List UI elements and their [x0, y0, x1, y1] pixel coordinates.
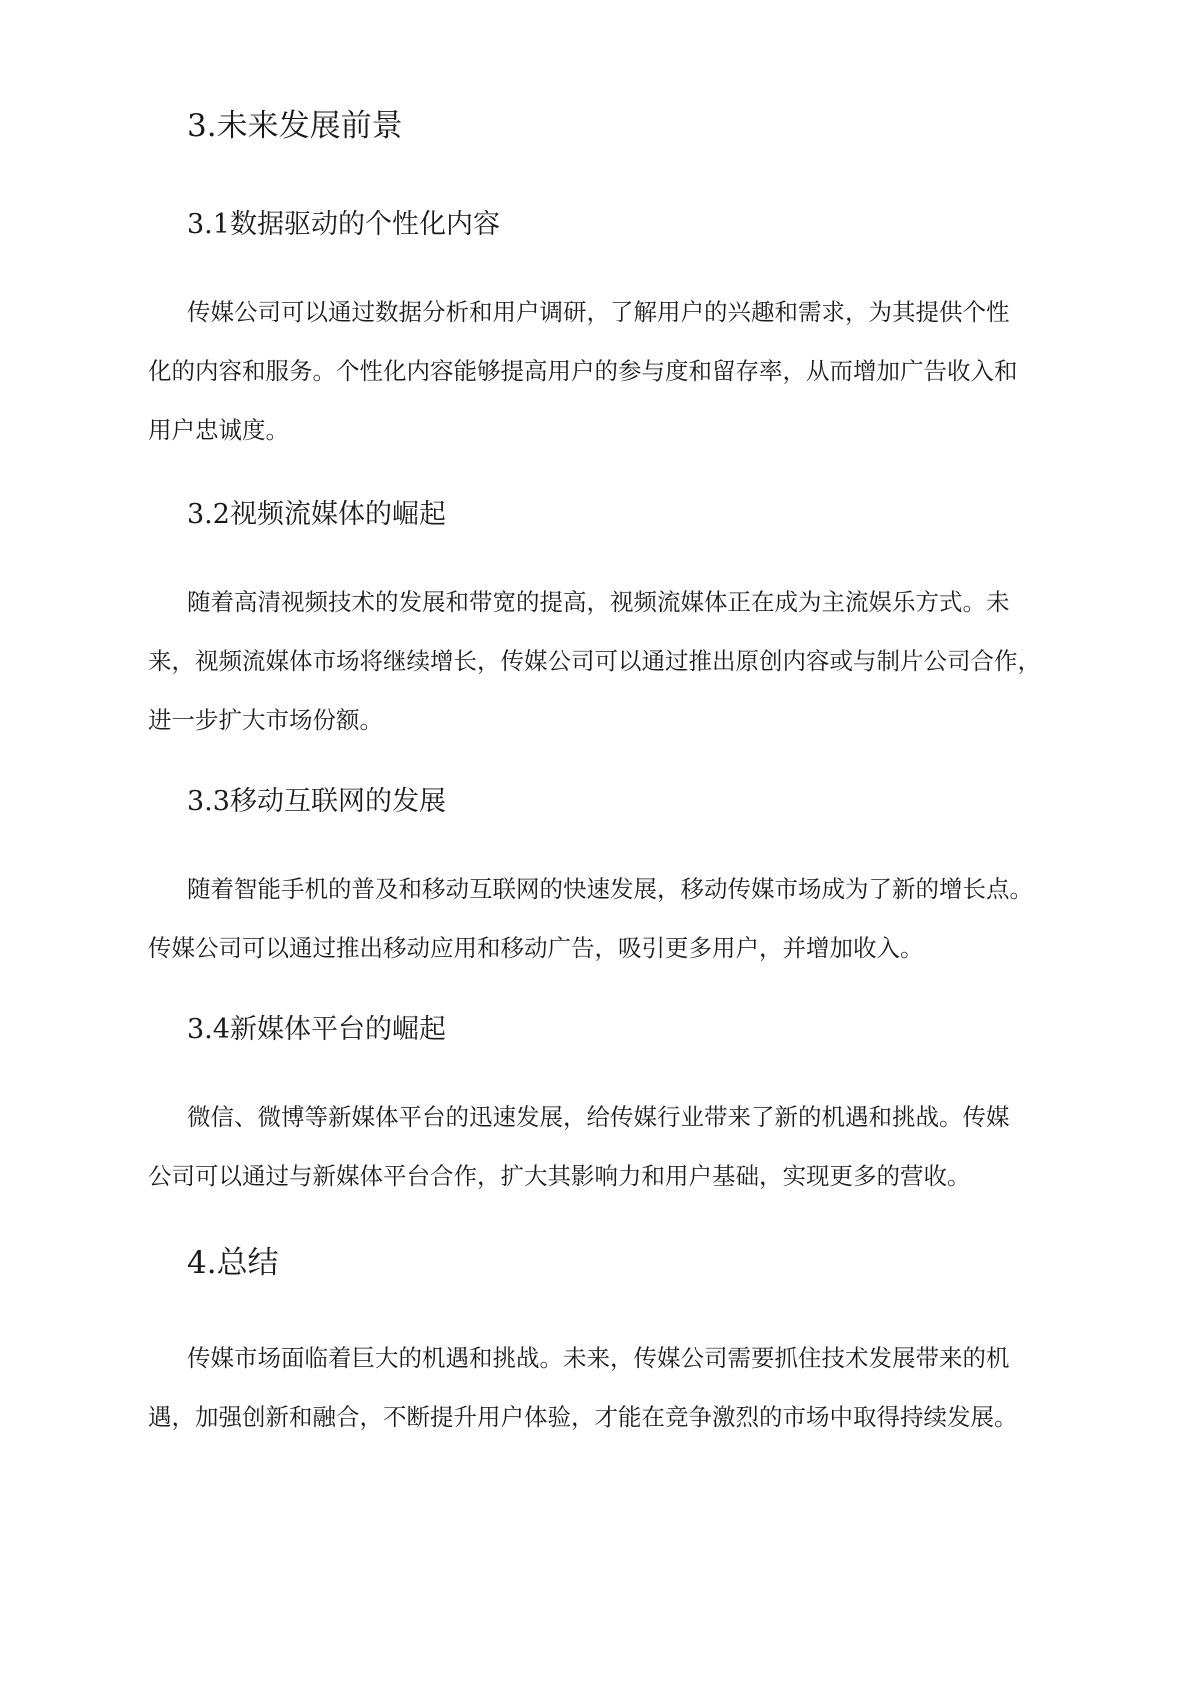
- subsection-heading-mobile-internet: 3.3移动互联网的发展: [187, 786, 446, 817]
- paragraph-personalized-content: [148, 283, 1048, 460]
- paragraph-new-media: [148, 1088, 1048, 1206]
- paragraph-summary: [148, 1329, 1048, 1447]
- paragraph-line: 随着智能手机的普及和移动互联网的快速发展，移动传媒市场成为了新的增长点。: [187, 875, 1033, 903]
- section-heading-future-outlook: 3.未来发展前景: [187, 108, 403, 144]
- paragraph-line: 传媒公司可以通过推出移动应用和移动广告，吸引更多用户，并增加收入。: [148, 934, 924, 962]
- paragraph-line: 公司可以通过与新媒体平台合作，扩大其影响力和用户基础，实现更多的营收。: [148, 1162, 971, 1190]
- section-heading-summary: 4.总结: [187, 1245, 279, 1281]
- subsection-heading-new-media: 3.4新媒体平台的崛起: [187, 1014, 446, 1045]
- paragraph-line: 传媒市场面临着巨大的机遇和挑战。未来，传媒公司需要抓住技术发展带来的机: [187, 1344, 1010, 1372]
- subsection-heading-personalized-content: 3.1数据驱动的个性化内容: [187, 209, 500, 240]
- paragraph-line: 微信、微博等新媒体平台的迅速发展，给传媒行业带来了新的机遇和挑战。传媒: [187, 1103, 1010, 1131]
- subsection-heading-video-streaming: 3.2视频流媒体的崛起: [187, 499, 446, 530]
- paragraph-line: 化的内容和服务。个性化内容能够提高用户的参与度和留存率，从而增加广告收入和: [148, 357, 1018, 385]
- paragraph-line: 进一步扩大市场份额。: [148, 706, 383, 734]
- paragraph-line: 遇，加强创新和融合，不断提升用户体验，才能在竞争激烈的市场中取得持续发展。: [148, 1403, 1018, 1431]
- paragraph-line: 来，视频流媒体市场将继续增长，传媒公司可以通过推出原创内容或与制片公司合作，: [148, 647, 1041, 675]
- paragraph-line: 随着高清视频技术的发展和带宽的提高，视频流媒体正在成为主流娱乐方式。未: [187, 588, 1010, 616]
- paragraph-mobile-internet: [148, 860, 1048, 978]
- paragraph-video-streaming: [148, 573, 1048, 750]
- paragraph-line: 用户忠诚度。: [148, 416, 289, 444]
- paragraph-line: 传媒公司可以通过数据分析和用户调研，了解用户的兴趣和需求，为其提供个性: [187, 298, 1010, 326]
